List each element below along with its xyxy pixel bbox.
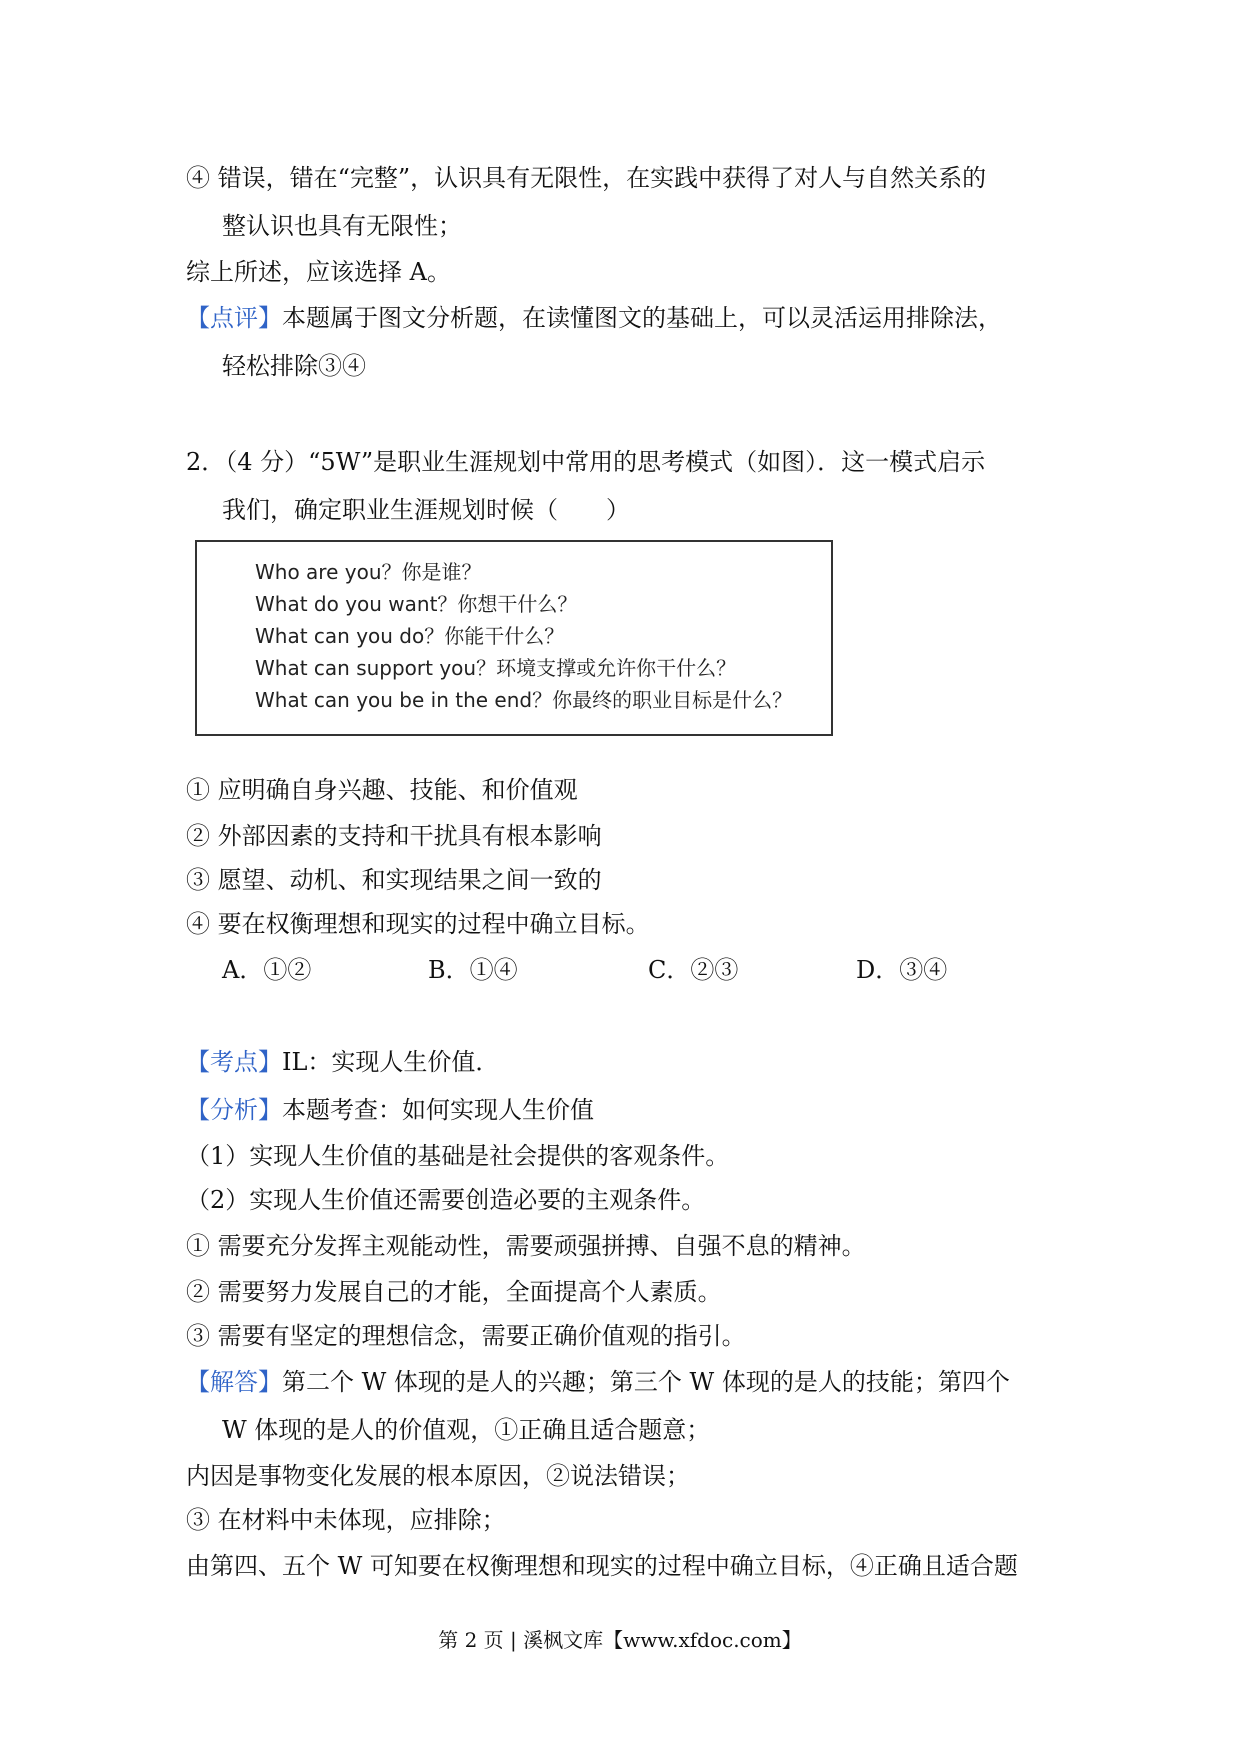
analysis-line: （2）实现人生价值还需要创造必要的主观条件。: [186, 1186, 706, 1214]
review-text: 本题属于图文分析题，在读懂图文的基础上，可以灵活运用排除法，: [282, 304, 1002, 332]
question-stem-2: 我们，确定职业生涯规划时候（ ）: [222, 496, 630, 524]
option-d: D．③④: [856, 956, 948, 984]
analysis-line: ③ 需要有坚定的理想信念，需要正确价值观的指引。: [186, 1322, 746, 1350]
solution-line: ③ 在材料中未体现，应排除；: [186, 1506, 506, 1534]
answer-line: 整认识也具有无限性；: [222, 212, 462, 240]
figure-line: What can you be in the end？你最终的职业目标是什么？: [255, 688, 793, 712]
review-line-2: 轻松排除③④: [222, 352, 366, 380]
option-c: C．②③: [648, 956, 739, 984]
option-b: B．①④: [428, 956, 518, 984]
statement: ① 应明确自身兴趣、技能、和价值观: [186, 776, 578, 804]
jieda-line: [186, 1366, 1010, 1398]
analysis-line: ② 需要努力发展自己的才能，全面提高个人素质。: [186, 1278, 722, 1306]
jieda-text: 第二个 W 体现的是人的兴趣；第三个 W 体现的是人的技能；第四个: [282, 1368, 1010, 1396]
statement: ② 外部因素的支持和干扰具有根本影响: [186, 822, 602, 850]
fenxi-tag: 【分析】: [186, 1096, 282, 1124]
review-tag: 【点评】: [186, 304, 282, 332]
page-footer: 第 2 页 | 溪枫文库【www.xfdoc.com】: [438, 1628, 802, 1652]
5w-figure: [195, 540, 833, 736]
figure-line: What can you do？你能干什么？: [255, 624, 565, 648]
conclusion-line: 综上所述，应该选择 A。: [186, 258, 451, 286]
kaodian-text: IL：实现人生价值．: [282, 1048, 500, 1076]
analysis-line: （1）实现人生价值的基础是社会提供的客观条件。: [186, 1142, 730, 1170]
statement: ③ 愿望、动机、和实现结果之间一致的: [186, 866, 602, 894]
option-a: A．①②: [222, 956, 312, 984]
question-stem: 2．（4 分）“5W”是职业生涯规划中常用的思考模式（如图）．这一模式启示: [186, 448, 986, 476]
figure-line: What do you want？你想干什么？: [255, 592, 578, 616]
fenxi-text: 本题考查：如何实现人生价值: [282, 1096, 594, 1124]
statement: ④ 要在权衡理想和现实的过程中确立目标。: [186, 910, 650, 938]
answer-line: ④ 错误，错在“完整”，认识具有无限性，在实践中获得了对人与自然关系的: [186, 164, 987, 192]
figure-line: What can support you？环境支撑或允许你干什么？: [255, 656, 737, 680]
jieda-line-2: W 体现的是人的价值观，①正确且适合题意；: [222, 1416, 711, 1444]
fenxi-line: [186, 1094, 594, 1126]
figure-line: Who are you？你是谁？: [255, 560, 482, 584]
solution-line: 由第四、五个 W 可知要在权衡理想和现实的过程中确立目标，④正确且适合题: [186, 1552, 1018, 1580]
review-line: [186, 302, 1002, 334]
solution-line: 内因是事物变化发展的根本原因，②说法错误；: [186, 1462, 690, 1490]
kaodian-line: [186, 1046, 499, 1078]
analysis-line: ① 需要充分发挥主观能动性，需要顽强拼搏、自强不息的精神。: [186, 1232, 866, 1260]
kaodian-tag: 【考点】: [186, 1048, 282, 1076]
jieda-tag: 【解答】: [186, 1368, 282, 1396]
